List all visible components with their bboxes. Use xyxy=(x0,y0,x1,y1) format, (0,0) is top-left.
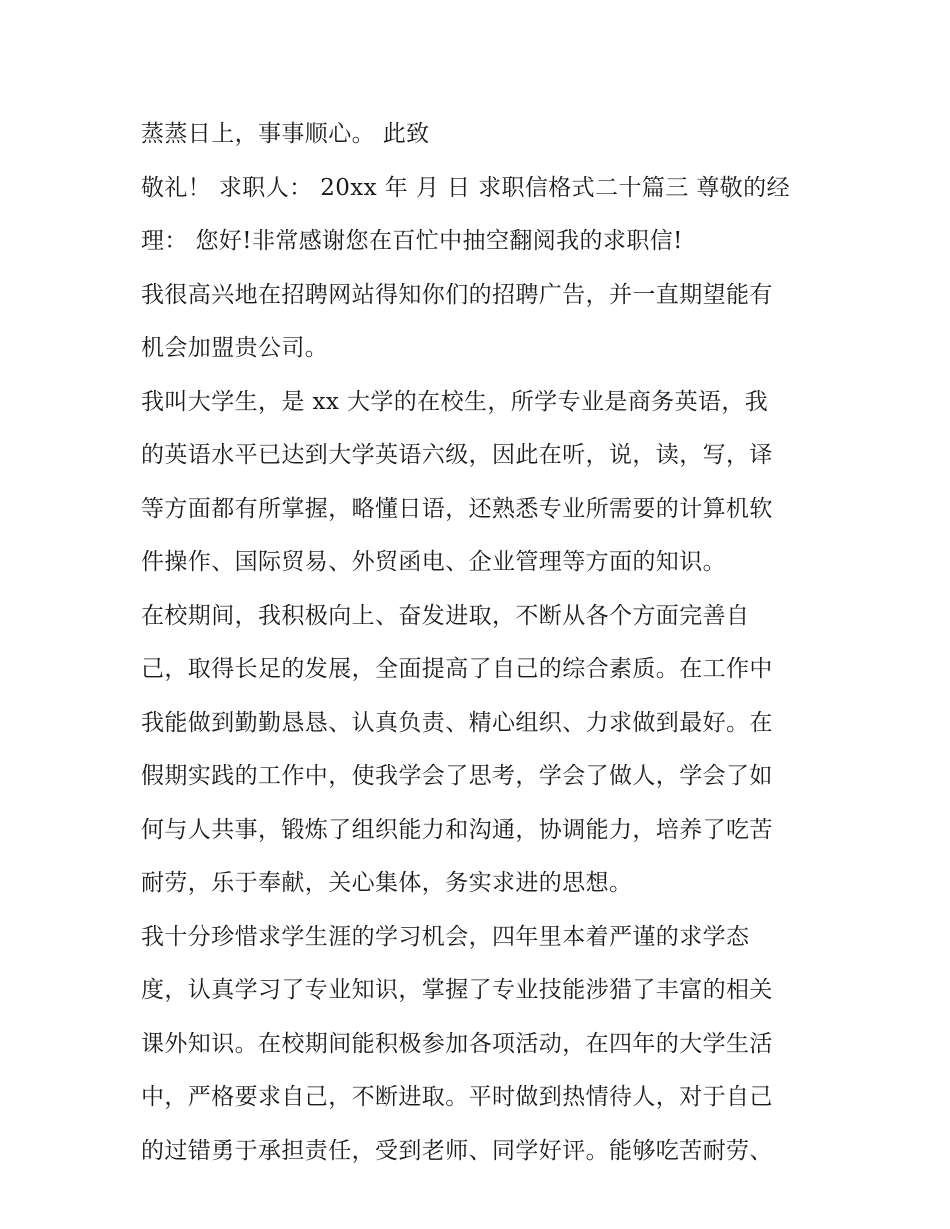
text-line: 的过错勇于承担责任，受到老师、同学好评。能够吃苦耐劳、 xyxy=(141,1137,773,1164)
text-line: 假期实践的工作中，使我学会了思考，学会了做人，学会了如 xyxy=(141,763,773,789)
text-line: 敬礼！ 求职人： 20xx 年 月 日 求职信格式二十篇三 尊敬的经 xyxy=(141,174,790,201)
text-line: 课外知识。在校期间能积极参加各项活动，在四年的大学生活 xyxy=(141,1030,773,1057)
text-line: 件操作、国际贸易、外贸函电、企业管理等方面的知识。 xyxy=(141,549,726,575)
text-line: 耐劳，乐于奉献，关心集体，务实求进的思想。 xyxy=(141,870,633,896)
text-line: 我很高兴地在招聘网站得知你们的招聘广告，并一直期望能有 xyxy=(141,281,773,308)
text-line: 度，认真学习了专业知识，掌握了专业技能涉猎了丰富的相关 xyxy=(141,977,773,1003)
text-line: 在校期间，我积极向上、奋发进取，不断从各个方面完善自 xyxy=(141,602,750,629)
text-line: 机会加盟贵公司。 xyxy=(141,335,329,361)
letter-body xyxy=(141,108,821,1178)
text-line: 的英语水平已达到大学英语六级，因此在听，说，读，写，译 xyxy=(141,442,773,468)
text-line: 我十分珍惜求学生涯的学习机会，四年里本着严谨的求学态 xyxy=(141,923,750,950)
text-line: 中，严格要求自己，不断进取。平时做到热情待人，对于自己 xyxy=(141,1084,773,1110)
text-line: 己，取得长足的发展，全面提高了自己的综合素质。在工作中 xyxy=(141,656,773,682)
text-line: 何与人共事，锻炼了组织能力和沟通，协调能力，培养了吃苦 xyxy=(141,816,773,843)
text-line: 等方面都有所掌握，略懂日语，还熟悉专业所需要的计算机软 xyxy=(141,495,773,522)
text-line: 理： 您好!非常感谢您在百忙中抽空翻阅我的求职信! xyxy=(141,228,683,254)
text-line: 我叫大学生，是 xx 大学的在校生，所学专业是商务英语，我 xyxy=(141,388,769,415)
text-line: 蒸蒸日上，事事顺心。 此致 xyxy=(141,121,430,147)
text-line: 我能做到勤勤恳恳、认真负责、精心组织、力求做到最好。在 xyxy=(141,709,773,736)
